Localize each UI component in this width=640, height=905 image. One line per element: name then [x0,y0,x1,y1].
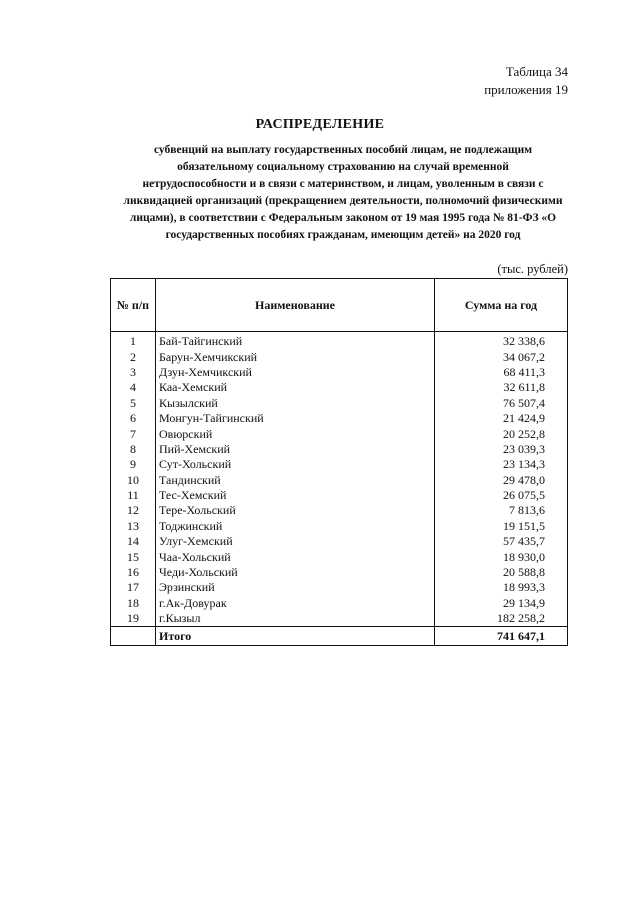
table-row [111,503,568,518]
district-sum: 57 435,7 [435,534,568,549]
table-row [111,365,568,380]
table-row [111,380,568,395]
district-name: Кызылский [156,396,435,411]
row-number: 12 [111,503,156,518]
row-number: 16 [111,565,156,580]
row-number: 11 [111,488,156,503]
column-header-number: № п/п [111,279,156,332]
row-number: 14 [111,534,156,549]
row-number: 7 [111,426,156,441]
district-sum: 68 411,3 [435,365,568,380]
district-name: Улуг-Хемский [156,534,435,549]
row-number: 1 [111,332,156,350]
table-row [111,411,568,426]
district-sum: 76 507,4 [435,396,568,411]
district-sum: 7 813,6 [435,503,568,518]
table-row [111,565,568,580]
subtitle-line: государственных пособиях гражданам, имеющим детей» на 2020 год [165,229,521,241]
table-row [111,426,568,441]
district-name: Эрзинский [156,580,435,595]
district-name: Тере-Хольский [156,503,435,518]
table-row [111,488,568,503]
district-name: Монгун-Тайгинский [156,411,435,426]
row-number: 9 [111,457,156,472]
district-name: Бай-Тайгинский [156,332,435,350]
table-row [111,396,568,411]
table-row [111,580,568,595]
row-number: 10 [111,473,156,488]
row-number: 18 [111,596,156,611]
district-name: Каа-Хемский [156,380,435,395]
district-name: Барун-Хемчикский [156,349,435,364]
district-name: Чаа-Хольский [156,549,435,564]
subtitle-line: обязательному социальному страхованию на случай временной [177,161,509,173]
table-row [111,534,568,549]
district-sum: 20 588,8 [435,565,568,580]
table-row [111,611,568,627]
district-sum: 29 134,9 [435,596,568,611]
district-sum: 34 067,2 [435,349,568,364]
district-sum: 18 930,0 [435,549,568,564]
district-sum: 32 611,8 [435,380,568,395]
district-sum: 29 478,0 [435,473,568,488]
subtitle-line: нетрудоспособности и в связи с материнством, и лицам, уволенным в связи с [142,178,544,190]
row-number: 2 [111,349,156,364]
document-title: РАСПРЕДЕЛЕНИЕ [255,117,385,132]
table-header-row [111,279,568,332]
row-number: 8 [111,442,156,457]
district-name: Сут-Хольский [156,457,435,472]
units-label: (тыс. рублей) [497,262,568,276]
district-name: Овюрский [156,426,435,441]
table-reference [484,63,568,99]
table-body [111,332,568,646]
distribution-table [110,278,568,646]
total-row [111,627,568,646]
row-number: 13 [111,519,156,534]
district-sum: 20 252,8 [435,426,568,441]
district-sum: 21 424,9 [435,411,568,426]
row-number: 15 [111,549,156,564]
column-header-sum: Сумма на год [435,279,568,332]
district-name: Пий-Хемский [156,442,435,457]
table-row [111,349,568,364]
district-name: Тандинский [156,473,435,488]
district-name: г.Кызыл [156,611,435,627]
district-name: Тоджинский [156,519,435,534]
table-row [111,596,568,611]
district-sum: 182 258,2 [435,611,568,627]
total-sum: 741 647,1 [435,627,568,646]
district-sum: 26 075,5 [435,488,568,503]
district-sum: 18 993,3 [435,580,568,595]
row-number: 3 [111,365,156,380]
district-sum: 32 338,6 [435,332,568,350]
table-row [111,457,568,472]
district-name: Чеди-Хольский [156,565,435,580]
table-row [111,519,568,534]
row-number: 5 [111,396,156,411]
document-subtitle [118,142,568,244]
table-row [111,442,568,457]
district-name: г.Ак-Довурак [156,596,435,611]
row-number: 6 [111,411,156,426]
district-sum: 19 151,5 [435,519,568,534]
subtitle-line: субвенций на выплату государственных пособий лицам, не подлежащим [153,144,533,156]
appendix-number: приложения 19 [484,82,568,97]
column-header-name: Наименование [156,279,435,332]
district-name: Тес-Хемский [156,488,435,503]
table-row [111,549,568,564]
row-number: 19 [111,611,156,627]
district-name: Дзун-Хемчикский [156,365,435,380]
row-number: 17 [111,580,156,595]
subtitle-line: лицами), в соответствии с Федеральным законом от 19 мая 1995 года № 81-ФЗ «О [129,212,557,224]
table-number: Таблица 34 [505,64,568,79]
row-number: 4 [111,380,156,395]
subtitle-line: ликвидацией организаций (прекращением деятельности, полномочий физическими [123,195,563,207]
table-row [111,473,568,488]
total-number-cell [111,627,156,646]
district-sum: 23 039,3 [435,442,568,457]
table-row [111,332,568,350]
total-label: Итого [156,627,435,646]
district-sum: 23 134,3 [435,457,568,472]
